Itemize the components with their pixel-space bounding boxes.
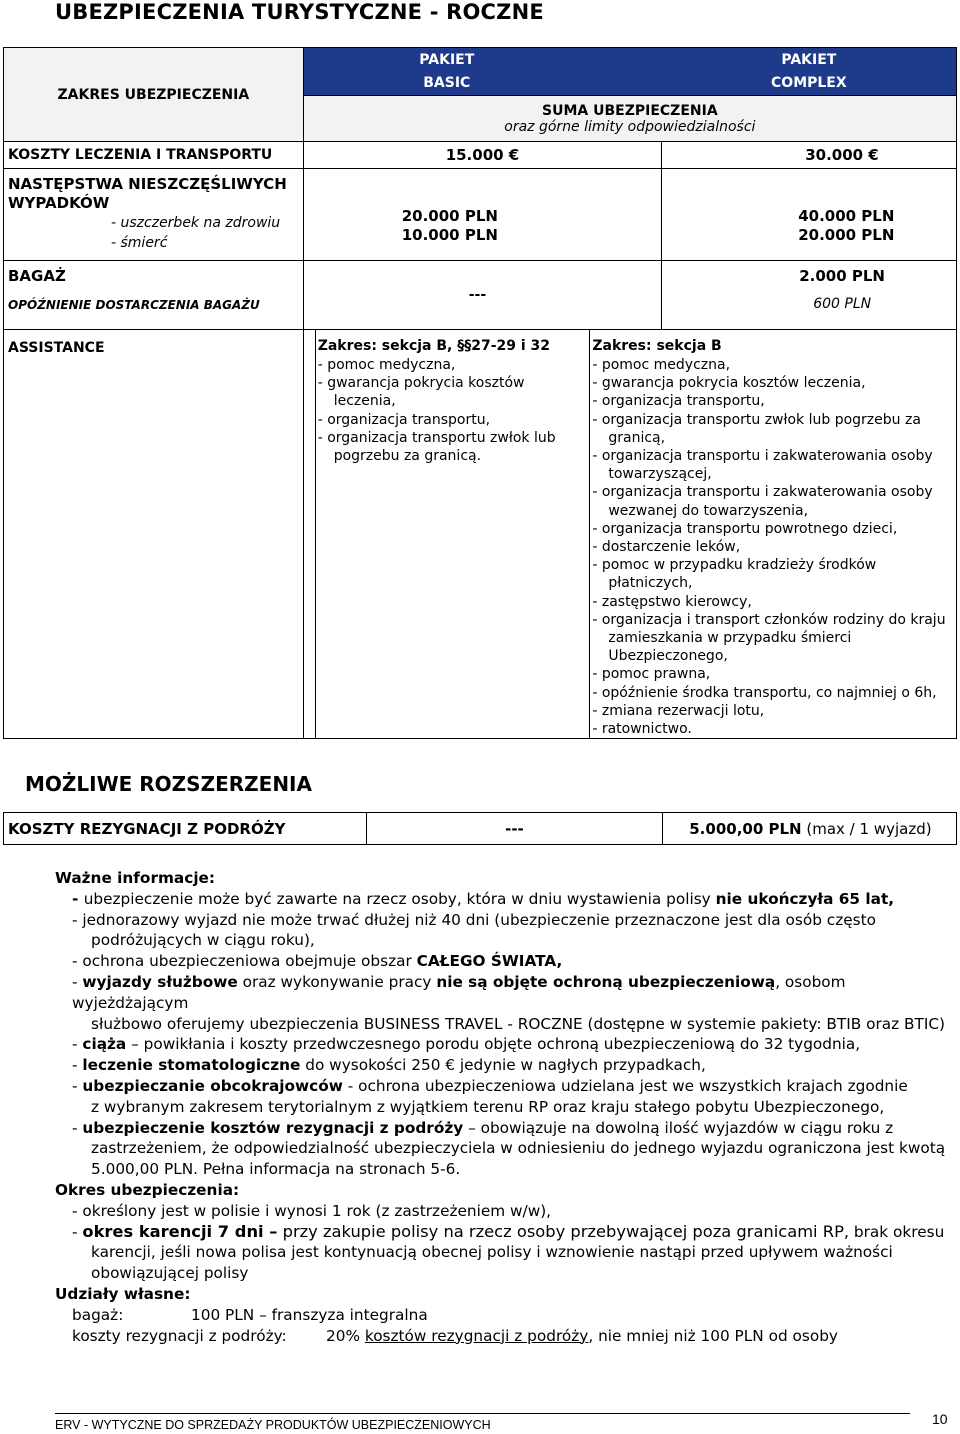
- b4-text2: , osobom wyjeżdżającym: [72, 972, 846, 1012]
- extensions-title: MOŻLIWE ROZSZERZENIA: [25, 772, 312, 796]
- assist-label: ASSISTANCE: [4, 330, 304, 739]
- bagaz-label: BAGAŻ: [8, 267, 66, 285]
- page-title: UBEZPIECZENIA TURYSTYCZNE - ROCZNE: [55, 0, 544, 24]
- footer-divider: [55, 1413, 910, 1414]
- b6-text: do wysokości 250 € jedynie w nagłych przypadkach,: [300, 1056, 706, 1075]
- info-bullet-6: [55, 1055, 955, 1076]
- assist-complex-item: - gwarancja pokrycia kosztów leczenia,: [592, 375, 866, 392]
- okres-title: Okres ubezpieczenia:: [55, 1180, 240, 1199]
- nnw-label: NASTĘPSTWA NIESZCZĘŚLIWYCH WYPADKÓW: [8, 175, 287, 212]
- ext-label: KOSZTY REZYGNACJI Z PODRÓŻY: [4, 813, 367, 845]
- nnw-complex-cell: [662, 169, 957, 261]
- assist-complex-item: - pomoc w przypadku kradzieży środków płatniczych,: [592, 557, 877, 592]
- okres-bullet-2-cont1: karencji, jeśli nowa polisa jest kontynuacją obecnej polisy i wznowienie nastąpi przed upływem ważności: [91, 1243, 893, 1262]
- assist-complex-cell: [590, 330, 957, 739]
- nnw-sub2: - śmierć: [111, 235, 168, 251]
- info-bullet-8: [55, 1118, 955, 1139]
- koszty-complex: 30.000 €: [662, 142, 957, 169]
- assist-basic-list: [318, 356, 588, 465]
- header-suma: [303, 96, 956, 142]
- udzialy-row-2: [55, 1326, 955, 1347]
- nnw-complex1: 40.000 PLN: [798, 207, 895, 225]
- assist-complex-item: - opóźnienie środka transportu, co najmniej o 6h,: [592, 684, 937, 701]
- suma-sublabel: oraz górne limity odpowiedzialności: [504, 118, 756, 135]
- b4-text1: oraz wykonywanie pracy: [237, 972, 437, 991]
- info-bullet-4: [55, 972, 955, 1014]
- u2-tail: , nie mniej niż 100 PLN od osoby: [588, 1326, 838, 1345]
- nnw-sub1: - uszczerbek na zdrowiu: [111, 215, 281, 231]
- b4-dash: -: [72, 972, 83, 991]
- basic-line1: PAKIET: [419, 51, 475, 68]
- koszty-basic: 15.000 €: [303, 142, 661, 169]
- b4-bold2: nie są objęte ochroną ubezpieczeniową: [436, 972, 776, 991]
- assist-complex-item: - organizacja transportu i zakwaterowania osoby wezwanej do towarzyszenia,: [592, 484, 933, 519]
- bagaz-complex-sub: 600 PLN: [813, 296, 872, 312]
- assist-complex-item: - pomoc prawna,: [592, 666, 711, 683]
- bagaz-sub: OPÓŹNIENIE DOSTARCZENIA BAGAŻU: [8, 298, 260, 312]
- info-bullet-1: [55, 889, 955, 910]
- complex-line2: COMPLEX: [771, 74, 847, 91]
- extensions-table: [3, 812, 957, 845]
- ext-complex-note: (max / 1 wyjazd): [801, 819, 932, 838]
- okres-bullet-2: [55, 1222, 955, 1243]
- info-bullet-7: [55, 1076, 955, 1097]
- b7-bold: ubezpieczanie obcokrajowców: [82, 1076, 343, 1095]
- assist-spacer: [303, 330, 315, 739]
- assist-complex-item: - ratownictwo.: [592, 721, 692, 738]
- suma-label: SUMA UBEZPIECZENIA: [542, 102, 718, 119]
- b3-text: - ochrona ubezpieczeniowa obejmuje obszar: [72, 952, 417, 971]
- nnw-basic2: 10.000 PLN: [401, 226, 498, 244]
- assist-complex-item: - organizacja transportu,: [592, 393, 765, 410]
- assist-basic-item: - gwarancja pokrycia kosztów leczenia,: [317, 375, 525, 410]
- nnw-basic1: 20.000 PLN: [401, 207, 498, 225]
- u2-link-text: kosztów rezygnacji z podróży: [364, 1326, 589, 1345]
- u1-label: bagaż:: [72, 1305, 124, 1324]
- assist-complex-item: - organizacja i transport członków rodziny do kraju zamieszkania w przypadku śmierci Ubezpieczonego,: [592, 611, 946, 665]
- nnw-basic-cell: [303, 169, 661, 261]
- b1-bold: nie ukończyła 65 lat,: [715, 889, 895, 908]
- info-bullet-7-cont: z wybranym zakresem terytorialnym z wyjątkiem terenu RP oraz kraju stałego pobytu Ubezpieczonego,: [91, 1097, 885, 1116]
- b8-bold: ubezpieczenie kosztów rezygnacji z podróży: [82, 1118, 464, 1137]
- o2-text: przy zakupie polisy na rzecz osoby przebywającej poza granicami RP,: [277, 1221, 850, 1241]
- udzialy-row-1: [55, 1305, 955, 1326]
- assist-complex-item: - organizacja transportu i zakwaterowania osoby towarzyszącej,: [592, 448, 933, 483]
- page-number: 10: [932, 1411, 948, 1427]
- assist-basic-cell: [315, 330, 590, 739]
- b5-text: – powikłania i koszty przedwczesnego porodu objęte ochroną ubezpieczeniową do 32 tygodnia,: [126, 1035, 861, 1054]
- assist-basic-title: Zakres: sekcja B, §§27-29 i 32: [317, 338, 551, 354]
- nnw-complex2: 20.000 PLN: [798, 226, 895, 244]
- info-bullet-3: [55, 951, 955, 972]
- u2-label: koszty rezygnacji z podróży:: [72, 1326, 287, 1345]
- b7-text: - ochrona ubezpieczeniowa udzielana jest we wszystkich krajach zgodnie: [342, 1076, 908, 1095]
- udzialy-title: Udziały własne:: [55, 1284, 191, 1303]
- okres-bullet-2-cont2: obowiązującej polisy: [91, 1264, 249, 1283]
- koszty-label: KOSZTY LECZENIA I TRANSPORTU: [4, 142, 304, 169]
- info-bullet-8-cont2: 5.000,00 PLN. Pełna informacja na stronach 5-6.: [91, 1160, 461, 1179]
- assist-complex-list: [592, 356, 954, 738]
- ext-basic: ---: [366, 813, 663, 845]
- info-bullet-8-cont1: zastrzeżeniem, że odpowiedzialność ubezpieczyciela w odniesieniu do jednego wyjazdu ograniczona jest kwotą: [91, 1139, 946, 1158]
- wazne-title: Ważne informacje:: [55, 869, 216, 887]
- bagaz-cell: [4, 261, 304, 330]
- o2-bold: okres karencji 7 dni –: [82, 1221, 278, 1241]
- assist-complex-title: Zakres: sekcja B: [592, 338, 722, 354]
- b6-dash: -: [72, 1056, 83, 1075]
- assist-complex-item: - organizacja transportu zwłok lub pogrzebu za granicą,: [592, 411, 921, 446]
- b6-bold: leczenie stomatologiczne: [82, 1056, 301, 1075]
- assist-complex-item: - pomoc medyczna,: [592, 357, 731, 373]
- footer-text: ERV - WYTYCZNE DO SPRZEDAŻY PRODUKTÓW UBEZPIECZENIOWYCH: [55, 1418, 491, 1432]
- header-blue-gap: [590, 48, 662, 96]
- basic-line2: BASIC: [423, 74, 471, 91]
- info-bullet-4-cont: służbowo oferujemy ubezpieczenia BUSINESS TRAVEL - ROCZNE (dostępne w systemie pakiety: BTIB oraz BTIC): [91, 1014, 946, 1033]
- assist-complex-item: - zmiana rezerwacji lotu,: [592, 702, 765, 719]
- b5-dash: -: [72, 1035, 83, 1054]
- header-zakres: [4, 48, 304, 142]
- header-basic: [303, 48, 590, 96]
- assist-basic-item: - pomoc medyczna,: [317, 357, 456, 373]
- u2-percent: 20%: [326, 1326, 365, 1345]
- info-section: [55, 868, 955, 1346]
- o2-dash: -: [72, 1222, 83, 1241]
- bagaz-complex: 2.000 PLN: [799, 267, 885, 285]
- header-complex: [662, 48, 957, 96]
- ext-complex: [663, 813, 957, 845]
- assist-basic-item: - organizacja transportu zwłok lub pogrzebu za granicą.: [317, 429, 556, 465]
- okres-bullet-1: - określony jest w polisie i wynosi 1 rok (z zastrzeżeniem w/w),: [72, 1201, 552, 1220]
- header-zakres-label: ZAKRES UBEZPIECZENIA: [57, 86, 250, 103]
- complex-line1: PAKIET: [781, 51, 837, 68]
- bagaz-basic: ---: [303, 261, 661, 330]
- assist-complex-item: - organizacja transportu powrotnego dzieci,: [592, 520, 898, 537]
- u1-value: 100 PLN – franszyza integralna: [191, 1305, 428, 1324]
- info-bullet-2-cont: podróżujących w ciągu roku),: [91, 931, 315, 950]
- b8-text: – obowiązuje na dowolną ilość wyjazdów w ciągu roku z: [463, 1118, 894, 1137]
- bagaz-complex-cell: [662, 261, 957, 330]
- b8-dash: -: [72, 1118, 83, 1137]
- nnw-cell: [4, 169, 304, 261]
- ext-complex-amount: 5.000,00 PLN: [689, 819, 802, 838]
- b5-bold: ciąża: [82, 1035, 127, 1054]
- o2-tail: brak okresu: [849, 1222, 945, 1241]
- coverage-table: [3, 47, 957, 739]
- info-bullet-5: [55, 1034, 955, 1055]
- b3-bold: CAŁEGO ŚWIATA,: [416, 952, 563, 971]
- assist-basic-item: - organizacja transportu,: [317, 411, 491, 428]
- assist-complex-item: - zastępstwo kierowcy,: [592, 593, 752, 610]
- b7-dash: -: [72, 1076, 83, 1095]
- b4-bold1: wyjazdy służbowe: [82, 972, 238, 991]
- info-bullet-2: - jednorazowy wyjazd nie może trwać dłużej niż 40 dni (ubezpieczenie przeznaczone jest dla osób często: [72, 910, 876, 929]
- b1-dash: -: [72, 889, 84, 908]
- b1-text: ubezpieczenie może być zawarte na rzecz osoby, która w dniu wystawienia polisy: [83, 889, 716, 908]
- assist-complex-item: - dostarczenie leków,: [592, 539, 741, 556]
